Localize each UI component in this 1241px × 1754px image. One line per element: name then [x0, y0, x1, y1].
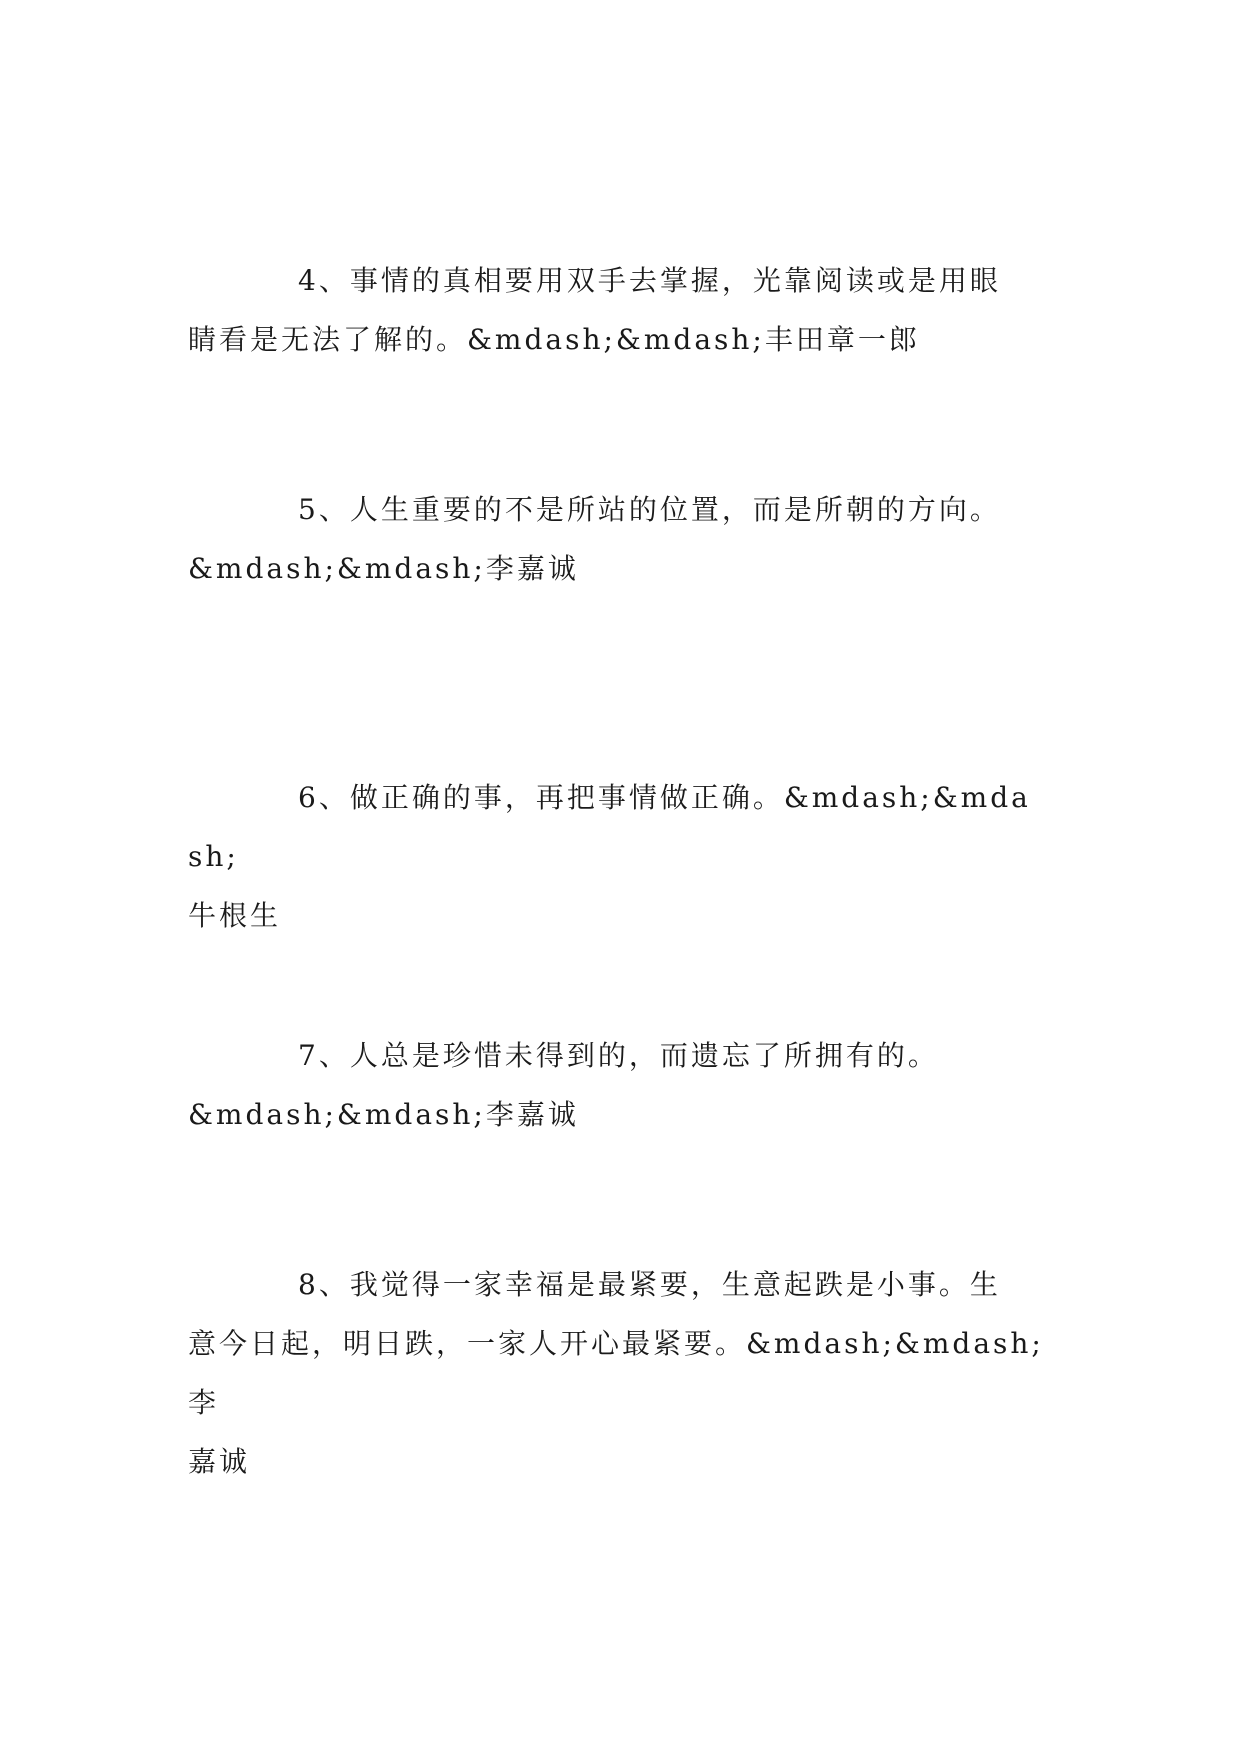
quote-7-line-2: &mdash;&mdash;李嘉诚 — [188, 1098, 579, 1131]
quote-5-line-1: 5、人生重要的不是所站的位置，而是所朝的方向。 — [298, 493, 1001, 526]
quote-6 — [188, 768, 1048, 945]
quote-7-line-1: 7、人总是珍惜未得到的，而遗忘了所拥有的。 — [298, 1039, 939, 1072]
quote-7 — [188, 1026, 1048, 1144]
quote-8 — [188, 1255, 1048, 1491]
quote-6-line-2: 牛根生 — [188, 899, 282, 932]
quote-5-line-2: &mdash;&mdash;李嘉诚 — [188, 552, 579, 585]
quote-4-line-2: 睛看是无法了解的。&mdash;&mdash;丰田章一郎 — [188, 323, 920, 356]
quote-8-line-2: 意今日起，明日跌，一家人开心最紧要。&mdash;&mdash;李 — [188, 1327, 1044, 1419]
quote-8-line-1: 8、我觉得一家幸福是最紧要，生意起跌是小事。生 — [298, 1268, 1001, 1301]
quote-8-line-3: 嘉诚 — [188, 1445, 251, 1478]
quote-4-line-1: 4、事情的真相要用双手去掌握，光靠阅读或是用眼 — [298, 264, 1001, 297]
quote-5 — [188, 480, 1048, 598]
quote-4 — [188, 251, 1048, 369]
quote-6-line-1: 6、做正确的事，再把事情做正确。&mdash;&mdash; — [188, 781, 1031, 873]
